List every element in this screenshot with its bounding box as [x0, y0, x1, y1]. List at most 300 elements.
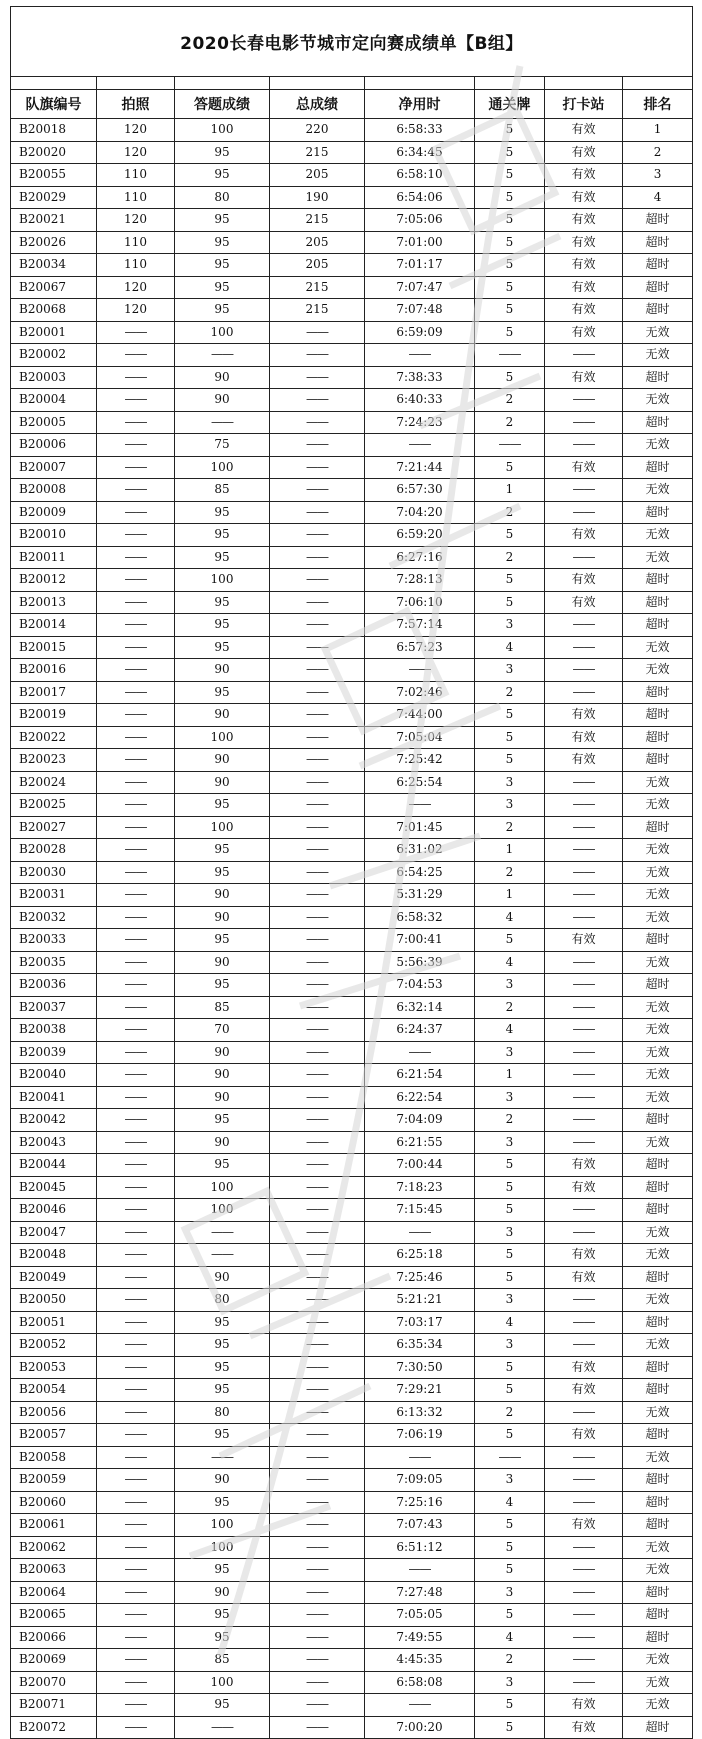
pass-cards-cell: 1 — [475, 884, 545, 907]
total-score-cell: —— — [270, 726, 365, 749]
pass-cards-cell: 3 — [475, 1289, 545, 1312]
total-score-cell: 215 — [270, 209, 365, 232]
total-score-cell: —— — [270, 749, 365, 772]
quiz-score-cell: 95 — [175, 1311, 270, 1334]
team-id-cell: B20025 — [11, 794, 97, 817]
photo-cell: —— — [97, 749, 175, 772]
column-header-quiz-score: 答题成绩 — [175, 90, 270, 119]
net-time-cell: 7:49:55 — [365, 1626, 475, 1649]
team-id-cell: B20049 — [11, 1266, 97, 1289]
net-time-cell: 7:29:21 — [365, 1379, 475, 1402]
table-row — [11, 254, 693, 277]
team-id-cell: B20034 — [11, 254, 97, 277]
rank-cell: 超时 — [623, 1154, 693, 1177]
page-title: 2020长春电影节城市定向赛成绩单【B组】 — [11, 7, 693, 77]
rank-cell: 无效 — [623, 1401, 693, 1424]
pass-cards-cell: 3 — [475, 1469, 545, 1492]
pass-cards-cell: 2 — [475, 389, 545, 412]
total-score-cell: —— — [270, 1086, 365, 1109]
checkin-cell: —— — [545, 771, 623, 794]
rank-cell: 超时 — [623, 816, 693, 839]
photo-cell: —— — [97, 366, 175, 389]
quiz-score-cell: 95 — [175, 209, 270, 232]
net-time-cell: —— — [365, 659, 475, 682]
table-row — [11, 929, 693, 952]
total-score-cell: —— — [270, 389, 365, 412]
net-time-cell: 7:25:16 — [365, 1491, 475, 1514]
team-id-cell: B20052 — [11, 1334, 97, 1357]
team-id-cell: B20040 — [11, 1064, 97, 1087]
total-score-cell: —— — [270, 636, 365, 659]
pass-cards-cell: 5 — [475, 1514, 545, 1537]
photo-cell: —— — [97, 906, 175, 929]
checkin-cell: —— — [545, 1469, 623, 1492]
total-score-cell: —— — [270, 1289, 365, 1312]
table-row — [11, 141, 693, 164]
pass-cards-cell: 3 — [475, 974, 545, 997]
quiz-score-cell: —— — [175, 1716, 270, 1739]
pass-cards-cell: 4 — [475, 1311, 545, 1334]
table-row — [11, 726, 693, 749]
table-row — [11, 1604, 693, 1627]
table-row — [11, 456, 693, 479]
rank-cell: 超时 — [623, 1424, 693, 1447]
rank-cell: 超时 — [623, 591, 693, 614]
quiz-score-cell: 90 — [175, 389, 270, 412]
checkin-cell: 有效 — [545, 164, 623, 187]
total-score-cell: —— — [270, 321, 365, 344]
team-id-cell: B20070 — [11, 1671, 97, 1694]
quiz-score-cell: 100 — [175, 726, 270, 749]
total-score-cell: —— — [270, 1559, 365, 1582]
table-row — [11, 366, 693, 389]
total-score-cell: 215 — [270, 141, 365, 164]
team-id-cell: B20021 — [11, 209, 97, 232]
net-time-cell: 6:24:37 — [365, 1019, 475, 1042]
team-id-cell: B20009 — [11, 501, 97, 524]
table-row — [11, 906, 693, 929]
quiz-score-cell: 100 — [175, 1199, 270, 1222]
quiz-score-cell: 95 — [175, 501, 270, 524]
net-time-cell: —— — [365, 1446, 475, 1469]
net-time-cell: 7:05:05 — [365, 1604, 475, 1627]
total-score-cell: —— — [270, 1064, 365, 1087]
net-time-cell: 7:00:44 — [365, 1154, 475, 1177]
team-id-cell: B20002 — [11, 344, 97, 367]
rank-cell: 无效 — [623, 1289, 693, 1312]
total-score-cell: —— — [270, 456, 365, 479]
total-score-cell: —— — [270, 1356, 365, 1379]
team-id-cell: B20012 — [11, 569, 97, 592]
table-row — [11, 794, 693, 817]
table-row — [11, 681, 693, 704]
net-time-cell: 6:21:54 — [365, 1064, 475, 1087]
photo-cell: —— — [97, 1491, 175, 1514]
pass-cards-cell: 5 — [475, 119, 545, 142]
total-score-cell: —— — [270, 771, 365, 794]
rank-cell: 超时 — [623, 614, 693, 637]
pass-cards-cell: —— — [475, 1446, 545, 1469]
team-id-cell: B20072 — [11, 1716, 97, 1739]
pass-cards-cell: 2 — [475, 1401, 545, 1424]
pass-cards-cell: 5 — [475, 1559, 545, 1582]
table-row — [11, 636, 693, 659]
table-row — [11, 861, 693, 884]
photo-cell: —— — [97, 1086, 175, 1109]
photo-cell: —— — [97, 1289, 175, 1312]
team-id-cell: B20053 — [11, 1356, 97, 1379]
column-header-photo: 拍照 — [97, 90, 175, 119]
total-score-cell: —— — [270, 411, 365, 434]
checkin-cell: —— — [545, 1491, 623, 1514]
pass-cards-cell: 5 — [475, 186, 545, 209]
team-id-cell: B20037 — [11, 996, 97, 1019]
net-time-cell: —— — [365, 794, 475, 817]
net-time-cell: 7:04:20 — [365, 501, 475, 524]
photo-cell: —— — [97, 771, 175, 794]
quiz-score-cell: 100 — [175, 456, 270, 479]
team-id-cell: B20057 — [11, 1424, 97, 1447]
rank-cell: 超时 — [623, 1199, 693, 1222]
rank-cell: 无效 — [623, 321, 693, 344]
pass-cards-cell: 3 — [475, 1334, 545, 1357]
team-id-cell: B20048 — [11, 1244, 97, 1267]
net-time-cell: 7:02:46 — [365, 681, 475, 704]
pass-cards-cell: 2 — [475, 1109, 545, 1132]
table-row — [11, 321, 693, 344]
pass-cards-cell: 5 — [475, 1694, 545, 1717]
net-time-cell: 7:28:13 — [365, 569, 475, 592]
table-row — [11, 276, 693, 299]
table-row — [11, 704, 693, 727]
rank-cell: 无效 — [623, 884, 693, 907]
photo-cell: —— — [97, 1694, 175, 1717]
quiz-score-cell: —— — [175, 1221, 270, 1244]
pass-cards-cell: 2 — [475, 501, 545, 524]
rank-cell: 超时 — [623, 209, 693, 232]
table-row — [11, 816, 693, 839]
table-row — [11, 1176, 693, 1199]
photo-cell: 120 — [97, 299, 175, 322]
table-row — [11, 996, 693, 1019]
photo-cell: —— — [97, 1199, 175, 1222]
net-time-cell: 4:45:35 — [365, 1649, 475, 1672]
quiz-score-cell: 95 — [175, 1334, 270, 1357]
team-id-cell: B20042 — [11, 1109, 97, 1132]
quiz-score-cell: —— — [175, 411, 270, 434]
checkin-cell: 有效 — [545, 1154, 623, 1177]
total-score-cell: —— — [270, 1491, 365, 1514]
pass-cards-cell: 5 — [475, 726, 545, 749]
rank-cell: 无效 — [623, 479, 693, 502]
net-time-cell: 6:58:33 — [365, 119, 475, 142]
checkin-cell: —— — [545, 1604, 623, 1627]
pass-cards-cell: 2 — [475, 1649, 545, 1672]
checkin-cell: —— — [545, 636, 623, 659]
total-score-cell: —— — [270, 1176, 365, 1199]
table-row — [11, 231, 693, 254]
quiz-score-cell: 90 — [175, 1041, 270, 1064]
rank-cell: 无效 — [623, 1671, 693, 1694]
checkin-cell: 有效 — [545, 209, 623, 232]
checkin-cell: 有效 — [545, 1176, 623, 1199]
quiz-score-cell: 90 — [175, 1266, 270, 1289]
photo-cell: —— — [97, 1469, 175, 1492]
quiz-score-cell: 95 — [175, 1154, 270, 1177]
quiz-score-cell: 90 — [175, 1581, 270, 1604]
rank-cell: 超时 — [623, 704, 693, 727]
table-row — [11, 1289, 693, 1312]
quiz-score-cell: 70 — [175, 1019, 270, 1042]
photo-cell: —— — [97, 344, 175, 367]
total-score-cell: 205 — [270, 231, 365, 254]
total-score-cell: —— — [270, 929, 365, 952]
quiz-score-cell: —— — [175, 344, 270, 367]
team-id-cell: B20069 — [11, 1649, 97, 1672]
pass-cards-cell: 5 — [475, 1266, 545, 1289]
quiz-score-cell: 80 — [175, 1289, 270, 1312]
photo-cell: 120 — [97, 119, 175, 142]
net-time-cell: 7:44:00 — [365, 704, 475, 727]
net-time-cell: 6:58:08 — [365, 1671, 475, 1694]
team-id-cell: B20036 — [11, 974, 97, 997]
team-id-cell: B20005 — [11, 411, 97, 434]
quiz-score-cell: 95 — [175, 614, 270, 637]
checkin-cell: —— — [545, 1626, 623, 1649]
table-row — [11, 1356, 693, 1379]
column-header-net-time: 净用时 — [365, 90, 475, 119]
pass-cards-cell: 4 — [475, 951, 545, 974]
photo-cell: —— — [97, 434, 175, 457]
team-id-cell: B20050 — [11, 1289, 97, 1312]
table-row — [11, 1221, 693, 1244]
team-id-cell: B20059 — [11, 1469, 97, 1492]
checkin-cell: —— — [545, 1086, 623, 1109]
table-row — [11, 1491, 693, 1514]
checkin-cell: —— — [545, 501, 623, 524]
team-id-cell: B20001 — [11, 321, 97, 344]
checkin-cell: 有效 — [545, 1356, 623, 1379]
photo-cell: —— — [97, 1446, 175, 1469]
total-score-cell: 205 — [270, 254, 365, 277]
checkin-cell: —— — [545, 479, 623, 502]
quiz-score-cell: 80 — [175, 1401, 270, 1424]
net-time-cell: 5:21:21 — [365, 1289, 475, 1312]
total-score-cell: —— — [270, 1446, 365, 1469]
rank-cell: 无效 — [623, 389, 693, 412]
quiz-score-cell: —— — [175, 1244, 270, 1267]
total-score-cell: —— — [270, 1311, 365, 1334]
rank-cell: 超时 — [623, 726, 693, 749]
team-id-cell: B20061 — [11, 1514, 97, 1537]
team-id-cell: B20046 — [11, 1199, 97, 1222]
rank-cell: 超时 — [623, 456, 693, 479]
rank-cell: 无效 — [623, 1244, 693, 1267]
quiz-score-cell: 95 — [175, 1626, 270, 1649]
net-time-cell: 7:15:45 — [365, 1199, 475, 1222]
photo-cell: —— — [97, 1064, 175, 1087]
pass-cards-cell: —— — [475, 344, 545, 367]
net-time-cell: 6:58:32 — [365, 906, 475, 929]
photo-cell: 120 — [97, 141, 175, 164]
rank-cell: 无效 — [623, 906, 693, 929]
total-score-cell: —— — [270, 1424, 365, 1447]
checkin-cell: —— — [545, 1671, 623, 1694]
pass-cards-cell: 5 — [475, 1244, 545, 1267]
net-time-cell: 6:21:55 — [365, 1131, 475, 1154]
team-id-cell: B20035 — [11, 951, 97, 974]
quiz-score-cell: 95 — [175, 1604, 270, 1627]
photo-cell: —— — [97, 1514, 175, 1537]
team-id-cell: B20029 — [11, 186, 97, 209]
photo-cell: —— — [97, 951, 175, 974]
total-score-cell: —— — [270, 1716, 365, 1739]
team-id-cell: B20004 — [11, 389, 97, 412]
table-row — [11, 546, 693, 569]
team-id-cell: B20044 — [11, 1154, 97, 1177]
photo-cell: —— — [97, 1559, 175, 1582]
rank-cell: 无效 — [623, 1334, 693, 1357]
net-time-cell: 7:05:04 — [365, 726, 475, 749]
table-row — [11, 1154, 693, 1177]
total-score-cell: —— — [270, 681, 365, 704]
checkin-cell: —— — [545, 1041, 623, 1064]
quiz-score-cell: 90 — [175, 884, 270, 907]
photo-cell: —— — [97, 1131, 175, 1154]
pass-cards-cell: 5 — [475, 254, 545, 277]
table-row — [11, 411, 693, 434]
quiz-score-cell: 95 — [175, 299, 270, 322]
net-time-cell: 7:01:00 — [365, 231, 475, 254]
photo-cell: —— — [97, 816, 175, 839]
team-id-cell: B20033 — [11, 929, 97, 952]
net-time-cell: —— — [365, 434, 475, 457]
column-header-rank: 排名 — [623, 90, 693, 119]
checkin-cell: 有效 — [545, 141, 623, 164]
pass-cards-cell: 2 — [475, 861, 545, 884]
net-time-cell: 6:59:09 — [365, 321, 475, 344]
table-row — [11, 209, 693, 232]
total-score-cell: —— — [270, 659, 365, 682]
rank-cell: 超时 — [623, 1109, 693, 1132]
rank-cell: 无效 — [623, 996, 693, 1019]
checkin-cell: —— — [545, 1446, 623, 1469]
total-score-cell: —— — [270, 366, 365, 389]
checkin-cell: 有效 — [545, 366, 623, 389]
table-row — [11, 479, 693, 502]
photo-cell: —— — [97, 861, 175, 884]
pass-cards-cell: 3 — [475, 1671, 545, 1694]
quiz-score-cell: 95 — [175, 231, 270, 254]
team-id-cell: B20022 — [11, 726, 97, 749]
checkin-cell: —— — [545, 681, 623, 704]
table-row — [11, 299, 693, 322]
table-row — [11, 1199, 693, 1222]
net-time-cell: 7:24:23 — [365, 411, 475, 434]
net-time-cell: 7:07:43 — [365, 1514, 475, 1537]
checkin-cell: —— — [545, 1311, 623, 1334]
total-score-cell: 215 — [270, 299, 365, 322]
net-time-cell: 7:00:20 — [365, 1716, 475, 1739]
photo-cell: —— — [97, 929, 175, 952]
total-score-cell: —— — [270, 546, 365, 569]
rank-cell: 超时 — [623, 1379, 693, 1402]
pass-cards-cell: 5 — [475, 1424, 545, 1447]
net-time-cell: 6:54:25 — [365, 861, 475, 884]
pass-cards-cell: 5 — [475, 321, 545, 344]
pass-cards-cell: 1 — [475, 479, 545, 502]
net-time-cell: 7:06:19 — [365, 1424, 475, 1447]
pass-cards-cell: 3 — [475, 614, 545, 637]
total-score-cell: —— — [270, 906, 365, 929]
pass-cards-cell: 5 — [475, 276, 545, 299]
checkin-cell: —— — [545, 389, 623, 412]
team-id-cell: B20039 — [11, 1041, 97, 1064]
checkin-cell: —— — [545, 1289, 623, 1312]
rank-cell: 无效 — [623, 1694, 693, 1717]
checkin-cell: —— — [545, 1559, 623, 1582]
pass-cards-cell: 1 — [475, 1064, 545, 1087]
total-score-cell: 205 — [270, 164, 365, 187]
team-id-cell: B20064 — [11, 1581, 97, 1604]
pass-cards-cell: 5 — [475, 1199, 545, 1222]
table-body — [11, 119, 693, 1739]
table-row — [11, 1559, 693, 1582]
score-sheet — [10, 6, 692, 1739]
rank-cell: 无效 — [623, 1064, 693, 1087]
photo-cell: —— — [97, 479, 175, 502]
total-score-cell: —— — [270, 524, 365, 547]
quiz-score-cell: 100 — [175, 119, 270, 142]
table-row — [11, 884, 693, 907]
photo-cell: —— — [97, 1266, 175, 1289]
pass-cards-cell: 3 — [475, 659, 545, 682]
quiz-score-cell: 95 — [175, 1491, 270, 1514]
table-row — [11, 1446, 693, 1469]
quiz-score-cell: 90 — [175, 1086, 270, 1109]
checkin-cell: —— — [545, 1581, 623, 1604]
total-score-cell: —— — [270, 1131, 365, 1154]
checkin-cell: —— — [545, 951, 623, 974]
rank-cell: 无效 — [623, 344, 693, 367]
net-time-cell: 6:31:02 — [365, 839, 475, 862]
pass-cards-cell: 3 — [475, 1221, 545, 1244]
quiz-score-cell: 95 — [175, 1356, 270, 1379]
quiz-score-cell: 100 — [175, 1176, 270, 1199]
team-id-cell: B20008 — [11, 479, 97, 502]
quiz-score-cell: 95 — [175, 1109, 270, 1132]
pass-cards-cell: 4 — [475, 1626, 545, 1649]
table-row — [11, 1694, 693, 1717]
checkin-cell: 有效 — [545, 569, 623, 592]
photo-cell: —— — [97, 411, 175, 434]
rank-cell: 超时 — [623, 1716, 693, 1739]
pass-cards-cell: 5 — [475, 749, 545, 772]
checkin-cell: —— — [545, 816, 623, 839]
rank-cell: 2 — [623, 141, 693, 164]
results-table — [10, 6, 693, 1739]
team-id-cell: B20027 — [11, 816, 97, 839]
table-row — [11, 1401, 693, 1424]
checkin-cell: —— — [545, 1064, 623, 1087]
rank-cell: 超时 — [623, 1581, 693, 1604]
total-score-cell: 190 — [270, 186, 365, 209]
table-row — [11, 1649, 693, 1672]
rank-cell: 无效 — [623, 1019, 693, 1042]
checkin-cell: —— — [545, 1536, 623, 1559]
rank-cell: 无效 — [623, 659, 693, 682]
total-score-cell: —— — [270, 861, 365, 884]
